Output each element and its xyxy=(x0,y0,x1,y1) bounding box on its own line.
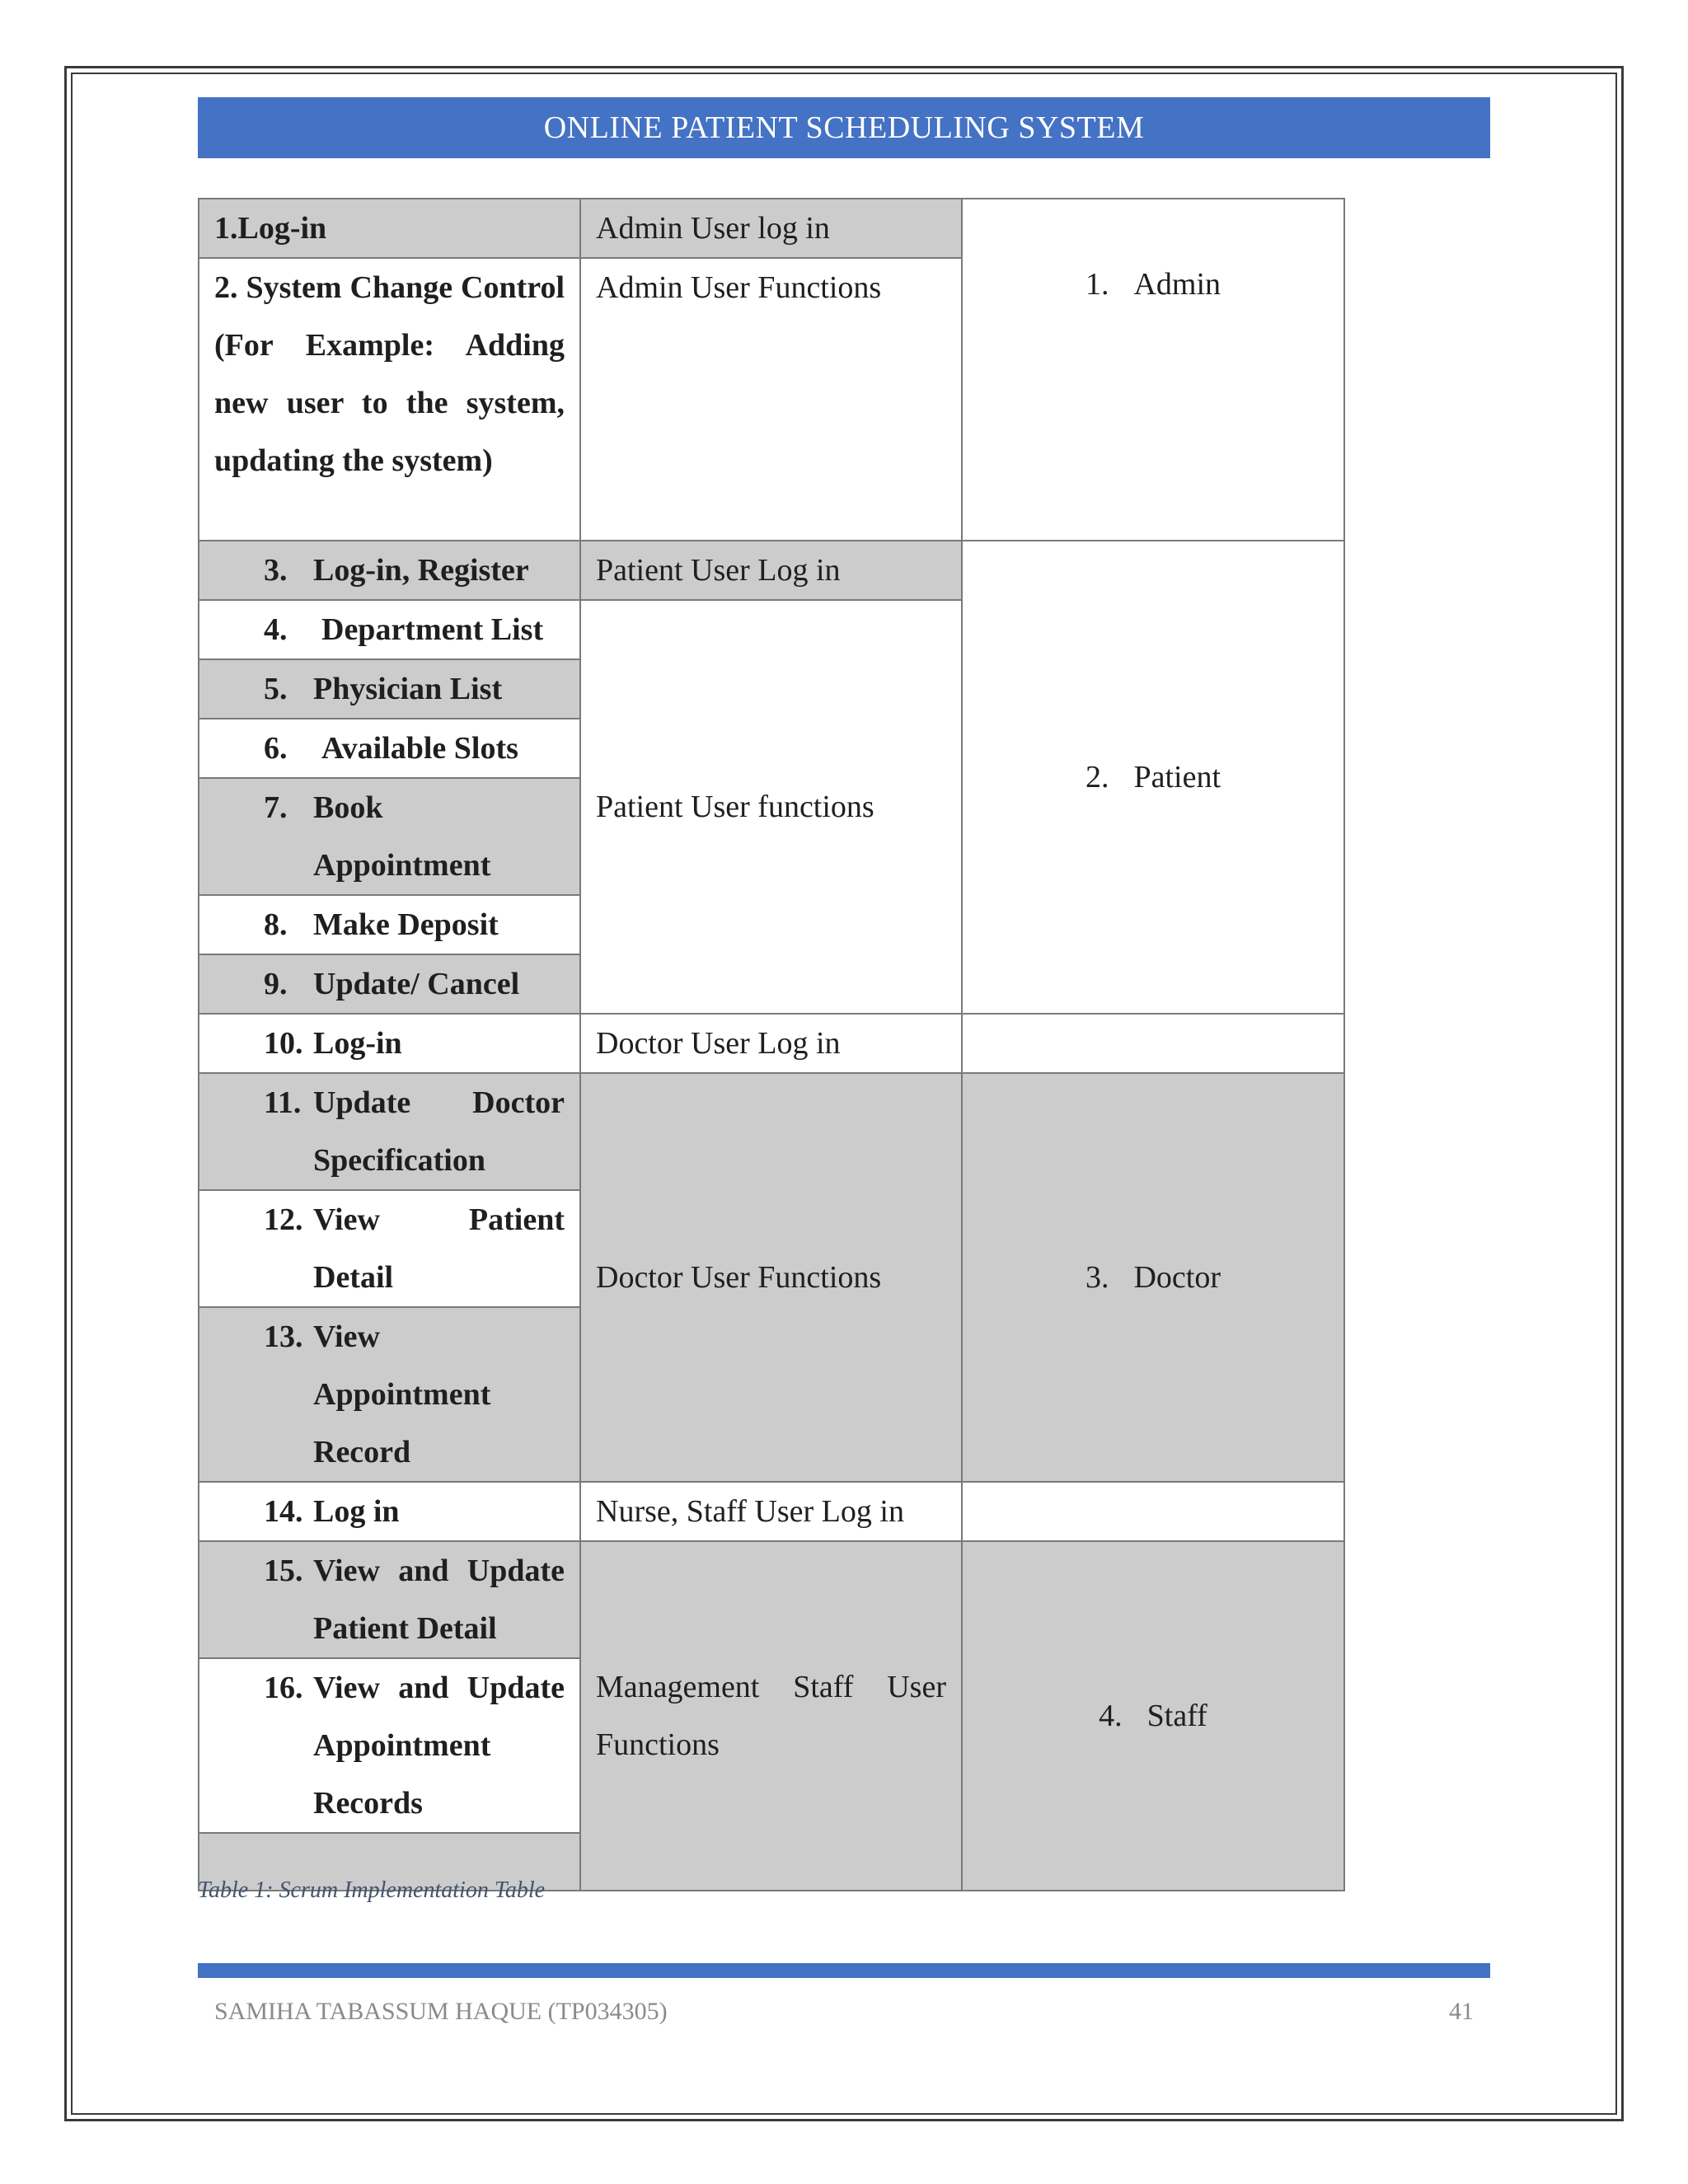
role-number: 4. xyxy=(1099,1699,1123,1733)
role-cell-staff xyxy=(962,1541,1344,1891)
task-label: Detail xyxy=(313,1260,394,1295)
footer-rule xyxy=(198,1963,1490,1978)
task-cell xyxy=(199,1073,580,1190)
task-cell xyxy=(199,1541,580,1658)
task-label: Department List xyxy=(321,612,544,647)
task-label: Make Deposit xyxy=(313,907,499,942)
task-label: Available Slots xyxy=(321,731,518,766)
task-number: 3. xyxy=(264,553,288,588)
task-cell xyxy=(199,778,580,895)
task-label: View Appointment Record xyxy=(313,1319,491,1469)
task-cell xyxy=(199,895,580,954)
task-label: View xyxy=(313,1202,380,1237)
task-number: 4. xyxy=(264,612,288,647)
function-label: Nurse, Staff User Log in xyxy=(596,1494,904,1529)
role-name: Doctor xyxy=(1133,1260,1221,1295)
task-cell xyxy=(199,1482,580,1541)
function-label: Admin User log in xyxy=(596,211,830,246)
role-cell-admin xyxy=(962,199,1344,541)
task-label: Doctor xyxy=(472,1085,565,1120)
table-row xyxy=(199,1541,1344,1658)
function-cell xyxy=(580,1482,962,1541)
role-cell-empty xyxy=(962,1482,1344,1541)
function-label: Patient User functions xyxy=(596,790,874,824)
task-label: Book Appointment xyxy=(313,790,491,883)
task-number: 8. xyxy=(264,907,288,942)
task-label: Physician List xyxy=(313,672,503,706)
table-row xyxy=(199,199,1344,258)
task-number: 12. xyxy=(264,1202,303,1237)
header-title: ONLINE PATIENT SCHEDULING SYSTEM xyxy=(543,110,1145,145)
task-cell xyxy=(199,1190,580,1307)
table-row xyxy=(199,1482,1344,1541)
task-label: Patient xyxy=(468,1202,565,1237)
footer-author: SAMIHA TABASSUM HAQUE (TP034305) xyxy=(214,1998,668,2025)
role-cell-doctor xyxy=(962,1073,1344,1482)
function-label: Management Staff User Functions xyxy=(596,1670,946,1762)
task-label: Log-in xyxy=(313,1026,402,1061)
function-label: Doctor User Log in xyxy=(596,1026,841,1061)
function-label: Admin User Functions xyxy=(596,270,882,305)
scrum-implementation-table xyxy=(198,198,1345,1891)
table-row xyxy=(199,1073,1344,1190)
role-name: Patient xyxy=(1133,760,1221,794)
function-cell xyxy=(580,600,962,1014)
task-number: 16. xyxy=(264,1671,303,1705)
task-number: 13. xyxy=(264,1319,303,1354)
task-cell xyxy=(199,659,580,719)
role-name: Admin xyxy=(1133,266,1221,302)
table-caption: Table 1: Scrum Implementation Table xyxy=(198,1877,546,1903)
function-cell xyxy=(580,199,962,258)
task-label: Update xyxy=(313,1085,411,1120)
task-number: 9. xyxy=(264,967,288,1001)
task-cell xyxy=(199,541,580,600)
function-label: Doctor User Functions xyxy=(596,1260,882,1295)
task-label: View and Update Appointment Records xyxy=(313,1671,565,1821)
task-cell xyxy=(199,1658,580,1833)
task-number: 15. xyxy=(264,1554,303,1588)
function-cell xyxy=(580,258,962,541)
task-cell xyxy=(199,719,580,778)
task-cell xyxy=(199,199,580,258)
task-cell xyxy=(199,258,580,541)
task-label: Log in xyxy=(313,1494,400,1529)
role-cell-empty xyxy=(962,1014,1344,1073)
role-cell-patient xyxy=(962,541,1344,1014)
task-number: 5. xyxy=(264,672,288,706)
task-label: Log-in, Register xyxy=(313,553,529,588)
role-number: 2. xyxy=(1085,760,1109,794)
task-cell xyxy=(199,1307,580,1482)
task-label: 1.Log-in xyxy=(214,211,327,246)
task-number: 11. xyxy=(264,1085,302,1120)
task-cell xyxy=(199,600,580,659)
table-row xyxy=(199,541,1344,600)
function-cell xyxy=(580,1541,962,1891)
task-cell xyxy=(199,1014,580,1073)
task-number: 14. xyxy=(264,1494,303,1529)
task-label: View and Update Patient Detail xyxy=(313,1554,565,1646)
page-number: 41 xyxy=(1449,1998,1474,2025)
role-number: 3. xyxy=(1085,1260,1109,1295)
page-header xyxy=(198,97,1490,158)
task-number: 6. xyxy=(264,731,288,766)
function-cell xyxy=(580,541,962,600)
function-cell xyxy=(580,1014,962,1073)
role-name: Staff xyxy=(1146,1699,1207,1733)
role-number: 1. xyxy=(1085,266,1109,302)
task-label: Update/ Cancel xyxy=(313,967,520,1001)
task-label: Specification xyxy=(313,1143,485,1178)
function-cell xyxy=(580,1073,962,1482)
function-label: Patient User Log in xyxy=(596,553,841,588)
task-label: 2. System Change Control (For Example: Adding new user to the system, updating the system) xyxy=(214,270,565,478)
table-row xyxy=(199,1014,1344,1073)
task-number: 10. xyxy=(264,1026,303,1061)
task-number: 7. xyxy=(264,790,288,825)
task-cell xyxy=(199,954,580,1014)
